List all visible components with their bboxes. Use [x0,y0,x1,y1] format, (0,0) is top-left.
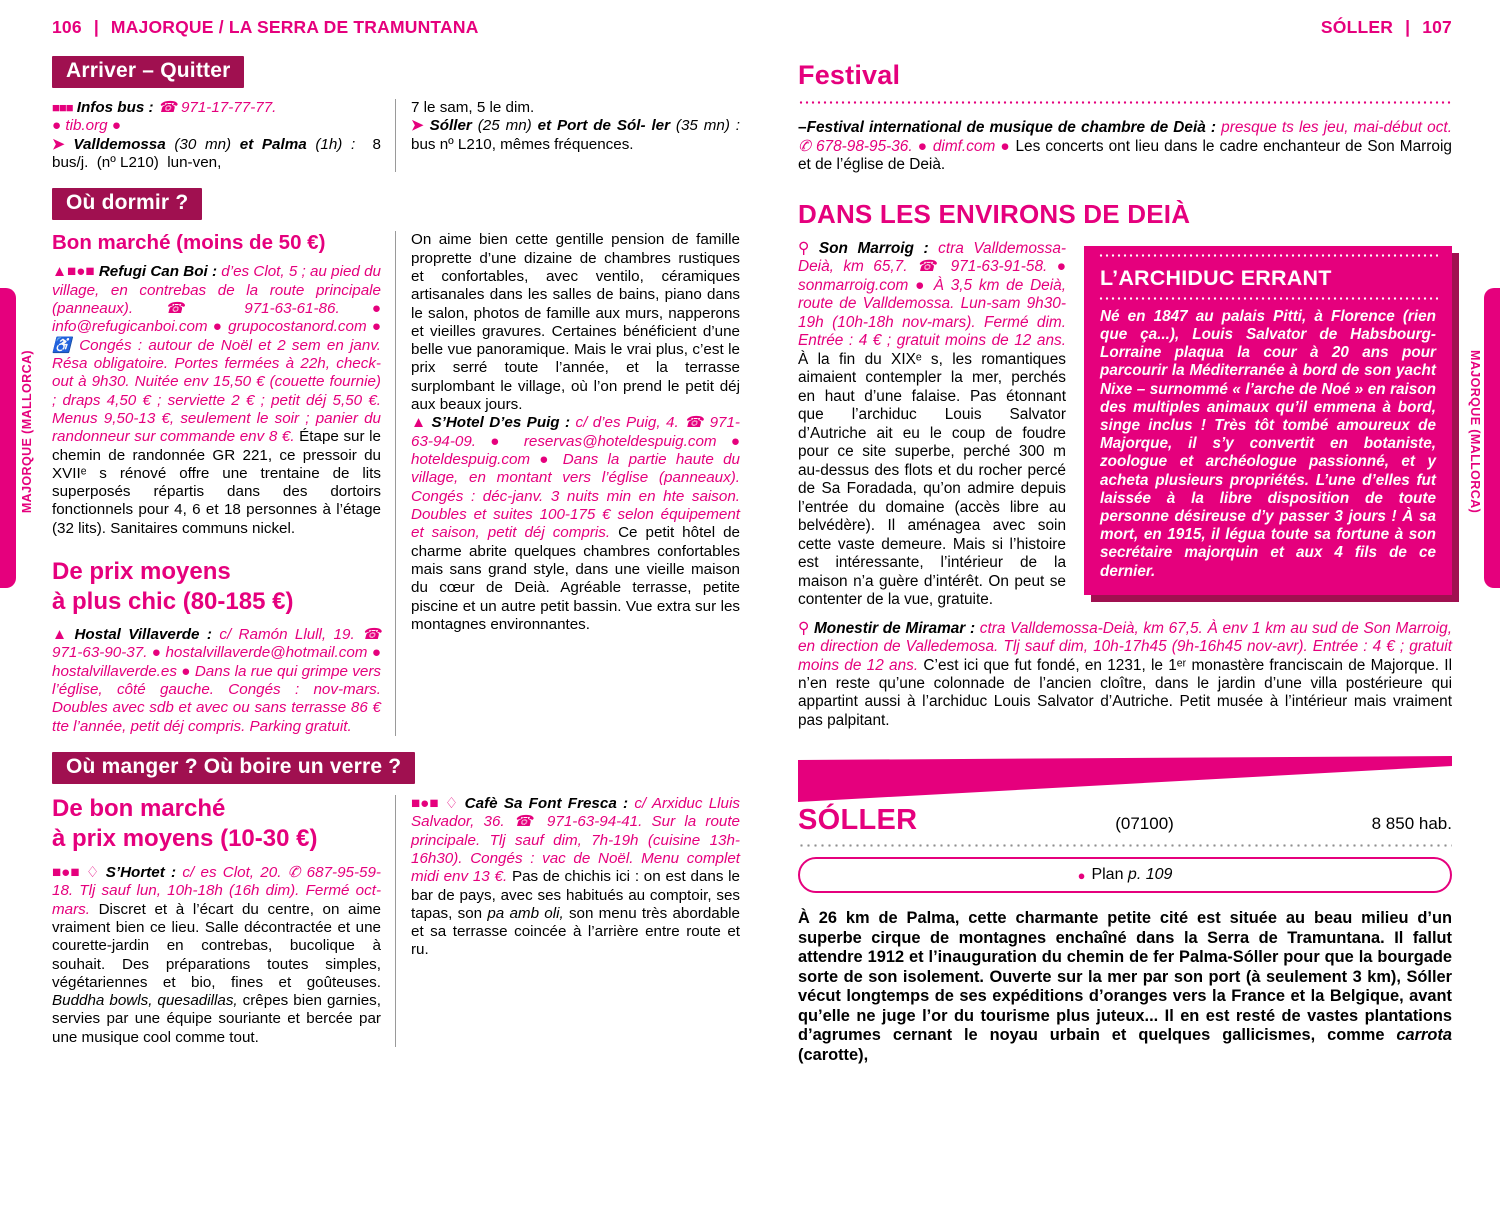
entry-name: S’Hortet : [105,863,177,881]
entry-name: Hostal Villaverde : [74,626,212,644]
arriver-quitter-columns [52,99,740,172]
entry-practical-info: c/ Ramón Llull, 19. ☎ 971-63-90-37. ● hostalvillaverde@hotmail.com ● hostalvillaverde.es ● Dans la rue qui grimpe vers l’église, côté gauche. Congés : nov-mars. Doubles avec sdb et avec ou sans terrasse 86 € tte l’année, petit déj compris. Parking gratuit. [52,626,381,735]
entry-description: Étape sur le chemin de randonnée GR 221, ce pressoir du XVIIᵉ s rénové offre une trentaine de lits superposés répartis dans des dortoirs fonctionnels pour 4, 6 et 18 personnes à l’étage (32 lits). Sanitaires communs nickel. [52,428,381,537]
ou-dormir-columns [52,231,740,736]
page-number-left: 106 [52,16,82,37]
entry-monestir-miramar [798,620,1452,731]
city-header [798,804,1452,837]
subhead-prix-moyens-2: à plus chic (80-185 €) [52,588,294,616]
festival-practical-info: presque ts les jeu, mai-début oct. ✆ 678-98-95-36. ● dimf.com ● [798,119,1452,155]
page-edge-tab-left [0,288,16,588]
entry-cafe-sa-font-fresca [411,795,740,960]
bus-route-arrow-icon: ➤ [52,135,65,153]
ou-dormir-col-2 [396,231,740,736]
festival-name: Festival international de musique de chambre de Deià : [806,119,1217,137]
entry-name: Son Marroig : [818,239,929,257]
entry-hostal-villaverde [52,626,381,736]
ou-manger-columns [52,795,740,1047]
city-postal-code: (07100) [1115,814,1174,834]
entry-practical-info: ctra Valldemossa-Deià, km 67,5. À env 1 km au sud de Son Marroig, en direction de Valledemosa. Tlj sauf dim, 10h-17h45 (9h-16h45 nov-avr). Entrée : 4 € ; gratuit moins de 12 ans. [798,619,1452,674]
side-label-left: MAJORQUE (MALLORCA) [20,350,34,514]
running-head-left [52,14,740,40]
festival-dash: – [798,119,807,137]
lodging-icon-3: ▲ [411,414,427,432]
plan-reference-pill[interactable] [798,857,1452,893]
restaurant-icon: ■●■ [67,263,95,281]
entry-description: On aime bien cette gentille pension de famille proprette d’une dizaine de chambres rustiques et confortables, avec ventilo, céramiques artisanales dans les salles de bains, piano dans le salon, photos de famille aux murs, napperons et vieilles gravures. Certaines bénéficient d’une belle vue panoramique. Mais le vrai plus, c’est le prix serré toute l’année, et la terrasse surplombant le village, où l’on prend le petit déj aux beaux jours. [411,231,740,414]
entry-description: À la fin du XIXᵉ s, les romantiques aimaient contempler la mer, perchés en haut d’une falaise. Pas étonnant que l’archiduc Louis Salvator d’Autriche ait eu le coup de foudre pour ce site superbe, perché 300 m au-dessus des flots et du rocher percé de Sa Foradada, qu’on admire depuis l’entrée du domaine (accès libre au belvédère). Il aménagea avec soin cette vaste demeure. Mais si l’histoire est intéressante, l’intérieur de la maison n’a guère d’intérêt. On peut se contenter de la vue, gratuite. [798,350,1066,609]
city-intro-paragraph [798,909,1452,1065]
entry-description-end: crêpes bien garnies, servies par une équipe souriante et bercée par une musique cool comme tout. [52,992,381,1046]
plan-page: p. 109 [1127,866,1173,884]
sight-icon-2: ⚲ [798,619,810,637]
entry-practical-info: c/ es Clot, 20. ✆ 687-95-59-18. Tlj sauf lun, 10h-18h (16h dim). Fermé oct-mars. [52,863,381,918]
bus-icon: ■■■ [52,100,73,115]
entry-description-2: son menu très abordable et sa terrasse coincée à l’arrière entre route et ru. [411,904,740,959]
subhead-bon-marche-manger-1: De bon marché [52,794,226,822]
drink-glass-icon-2: ♢ [444,794,459,812]
runhead-separator-right: | [1405,16,1411,37]
festival-divider [798,101,1452,104]
plan-label: Plan [1091,866,1124,884]
city-wedge-decoration [798,756,1452,802]
entry-description: Ce petit hôtel de charme abrite quelques chambres confortables mais sans grand style, dans une vieille maison du cœur de Deià. Agréable terrasse, petite piscine et un autre petit bassin. Vue extra sur les montagnes environnantes. [411,524,740,633]
section-title-arriver-quitter: Arriver – Quitter [52,56,244,88]
heading-environs-deia: DANS LES ENVIRONS DE DEIÀ [798,198,1191,229]
entry-shotel-des-puig [411,414,740,634]
heading-festival: Festival [798,60,901,90]
subhead-bon-marche-manger-2: à prix moyens (10-30 €) [52,824,318,852]
entry-description-italic: Buddha bowls, quesadillas, [52,992,238,1010]
entry-description: C’est ici que fut fondé, en 1231, le 1ᵉʳ monastère franciscain de Majorque. Il n’en reste qu’une colonnade de l’ancien cloître, dans le jardin d’une villa postérieure qui appartint aussi à l’archiduc Louis Salvator d’Autriche. Petit musée à l’intérieur mais vraiment pas palpitant. [798,656,1453,729]
entry-name: Refugi Can Boi : [98,263,218,281]
city-name: SÓLLER [798,804,918,837]
bus-freq-line: 7 le sam, 5 le dim. [411,99,535,116]
entry-practical-info: ctra Valldemossa-Deià, km 65,7. ☎ 971-63-91-58. ● sonmarroig.com ● À 3,5 km de Deià, route de Valldemossa. Lun-sam 9h30-19h (10h-18h nov-mars). Fermé dim. Entrée : 4 € ; gratuit moins de 12 ans. [798,239,1067,350]
runhead-separator-left: | [93,16,99,37]
sight-icon: ⚲ [798,239,810,257]
restaurant-icon-2: ■●■ [52,863,80,881]
bus-route-arrow-icon-2: ➤ [411,117,424,135]
sidebar-box-archiduc-errant [1084,246,1452,595]
entry-shortet [52,864,381,1047]
subhead-prix-moyens-1: De prix moyens [52,558,231,586]
festival-entry [798,119,1452,174]
entry-name: Cafè Sa Font Fresca : [464,794,629,812]
entry-practical-info: d’es Clot, 5 ; au pied du village, en contrebas de la route principale (panneaux). ☎ 971-63-61-86. ● info@refugicanboi.com ● grupocostanord.com ● ♿ Congés : autour de Noël et 2 sem en janv. Résa obligatoire. Portes fermées à 22h, check-out à 9h30. Nuitée env 15,50 € (couette fournie) ; draps 4,50 € ; serviette 2 € ; petit déj 5,50 €. Menus 9,50-13 €, seulement le soir ; panier du randonneur sur commande env 8 €. [52,263,381,446]
subhead-bon-marche: Bon marché (moins de 50 €) [52,231,326,255]
page-number-right: 107 [1422,16,1452,37]
festival-description: Les concerts ont lieu dans le cadre enchanteur de Son Marroig et de l’église de Deià. [798,137,1452,174]
drink-glass-icon: ♢ [85,863,100,881]
entry-practical-info: c/ d’es Puig, 4. ☎ 971-63-94-09. ● reservas@hoteldespuig.com ● hoteldespuig.com ● Dans la partie haute du village, en montant vers l’église (panneaux). Congés : déc-janv. 3 nuits min en hte saison. Doubles et suites 100-175 € selon équipement et saison, petit déj compris. [411,414,740,542]
entry-description-italic: pa amb oli, [487,904,564,922]
runhead-title-left: MAJORQUE / LA SERRA DE TRAMUNTANA [110,16,479,37]
lodging-icon: ▲ [52,263,68,281]
entry-hostal-villaverde-cont [411,231,740,414]
section-title-ou-manger: Où manger ? Où boire un verre ? [52,752,415,784]
entry-practical-info: c/ Arxiduc Lluis Salvador, 36. ☎ 971-63-94-41. Sur la route principale. Tlj sauf dim, 7h-19h (cuisine 13h-16h30). Congés : vac de Noël. Menu complet midi env 13 €. [411,794,740,886]
city-intro-end: (carotte), [798,1045,869,1064]
archibox-text: Né en 1847 au palais Pitti, à Florence (rien que ça...), Louis Salvator de Habsbourg-Lorraine plaqua la cour à 20 ans pour parcourir la Méditerranée à bord de son yacht Nixe – surnommé « l’arche de Noé » en raison des multiples animaux qu’il emmena à bord, singe inclus ! Très tôt tombé amoureux de Majorque, il s’y convertit en botaniste, zoologue et archéologue passionné, et y acheta plusieurs propriétés. L’une d’elles fut laissée à la libre disposition de toute personne désireuse d’y passer 3 jours ! À sa mort, en 1915, il légua toute sa fortune à son secrétaire majorquin et aux 4 fils de ce dernier. [1100,307,1436,580]
ou-dormir-col-1 [52,231,396,736]
arriver-col-1 [52,99,396,172]
runhead-title-right: SÓLLER [1320,16,1394,37]
right-page [770,0,1500,1216]
ou-manger-col-1 [52,795,396,1047]
entry-name: S’Hotel D’es Puig : [431,414,571,432]
archibox-title: L’ARCHIDUC ERRANT [1100,265,1332,290]
city-intro-italic: carrota [1396,1026,1452,1045]
city-population: 8 850 hab. [1371,814,1452,834]
arriver-col-2 [396,99,740,172]
restaurant-icon-3: ■●■ [411,794,439,812]
running-head-right [798,14,1452,40]
entry-description-1: Pas de chichis ici : on est dans le bar de pays, avec ses habitués au comptoir, ses tapas, son [411,868,740,922]
lodging-icon-2: ▲ [52,626,68,644]
entry-description: Discret et à l’écart du centre, on aime vraiment bien ce lieu. Salle décontractée et une courette-jardin en contrebas, bucolique à souhait. Des préparations toutes simples, végétariennes et bio, fines et goûteuses. [52,900,381,991]
city-intro-text: À 26 km de Palma, cette charmante petite cité est située au beau milieu d’un superbe cirque de montagnes enchaîné dans la Serra de Tramuntana. Il fallut attendre 1912 et l’inauguration du chemin de fer Palma-Sóller pour que la bourgade sorte de son isolement. Ouverte sur la mer par son port (à seulement 3 km), Sóller vécut longtemps de ses expéditions d’oranges vers la France et la Belgique, avant qu’elle ne juge l’or du tourisme plus juteux... Il en est resté de vastes plantations d’agrumes cernant le noyau urbain et quelques gallicismes, comme [798,909,1452,1045]
valldemossa-bus-line: ➤ Valldemossa (30 mn) et Palma (1h) : 8 bus/j. (nº L210) lun-ven, [52,135,381,171]
page-edge-tab-right [1484,288,1500,588]
soller-bus-line: ➤ Sóller (25 mn) et Port de Sól- ler (35 mn) : bus nº L210, mêmes fréquences. [411,117,741,153]
environs-body [798,240,1452,731]
archibox-divider-bottom [1098,297,1438,300]
bullet-icon: ● [1077,867,1086,883]
entry-name: Monestir de Miramar : [813,619,976,637]
entry-refugi-can-boi [52,263,381,538]
bus-info-line: ■■■ Infos bus : ☎ 971-17-77-77. ● tib.org ● [52,99,277,135]
city-divider [798,844,1452,847]
ou-manger-col-2 [396,795,740,1047]
side-label-right: MAJORQUE (MALLORCA) [1468,350,1482,514]
section-title-ou-dormir: Où dormir ? [52,188,202,220]
